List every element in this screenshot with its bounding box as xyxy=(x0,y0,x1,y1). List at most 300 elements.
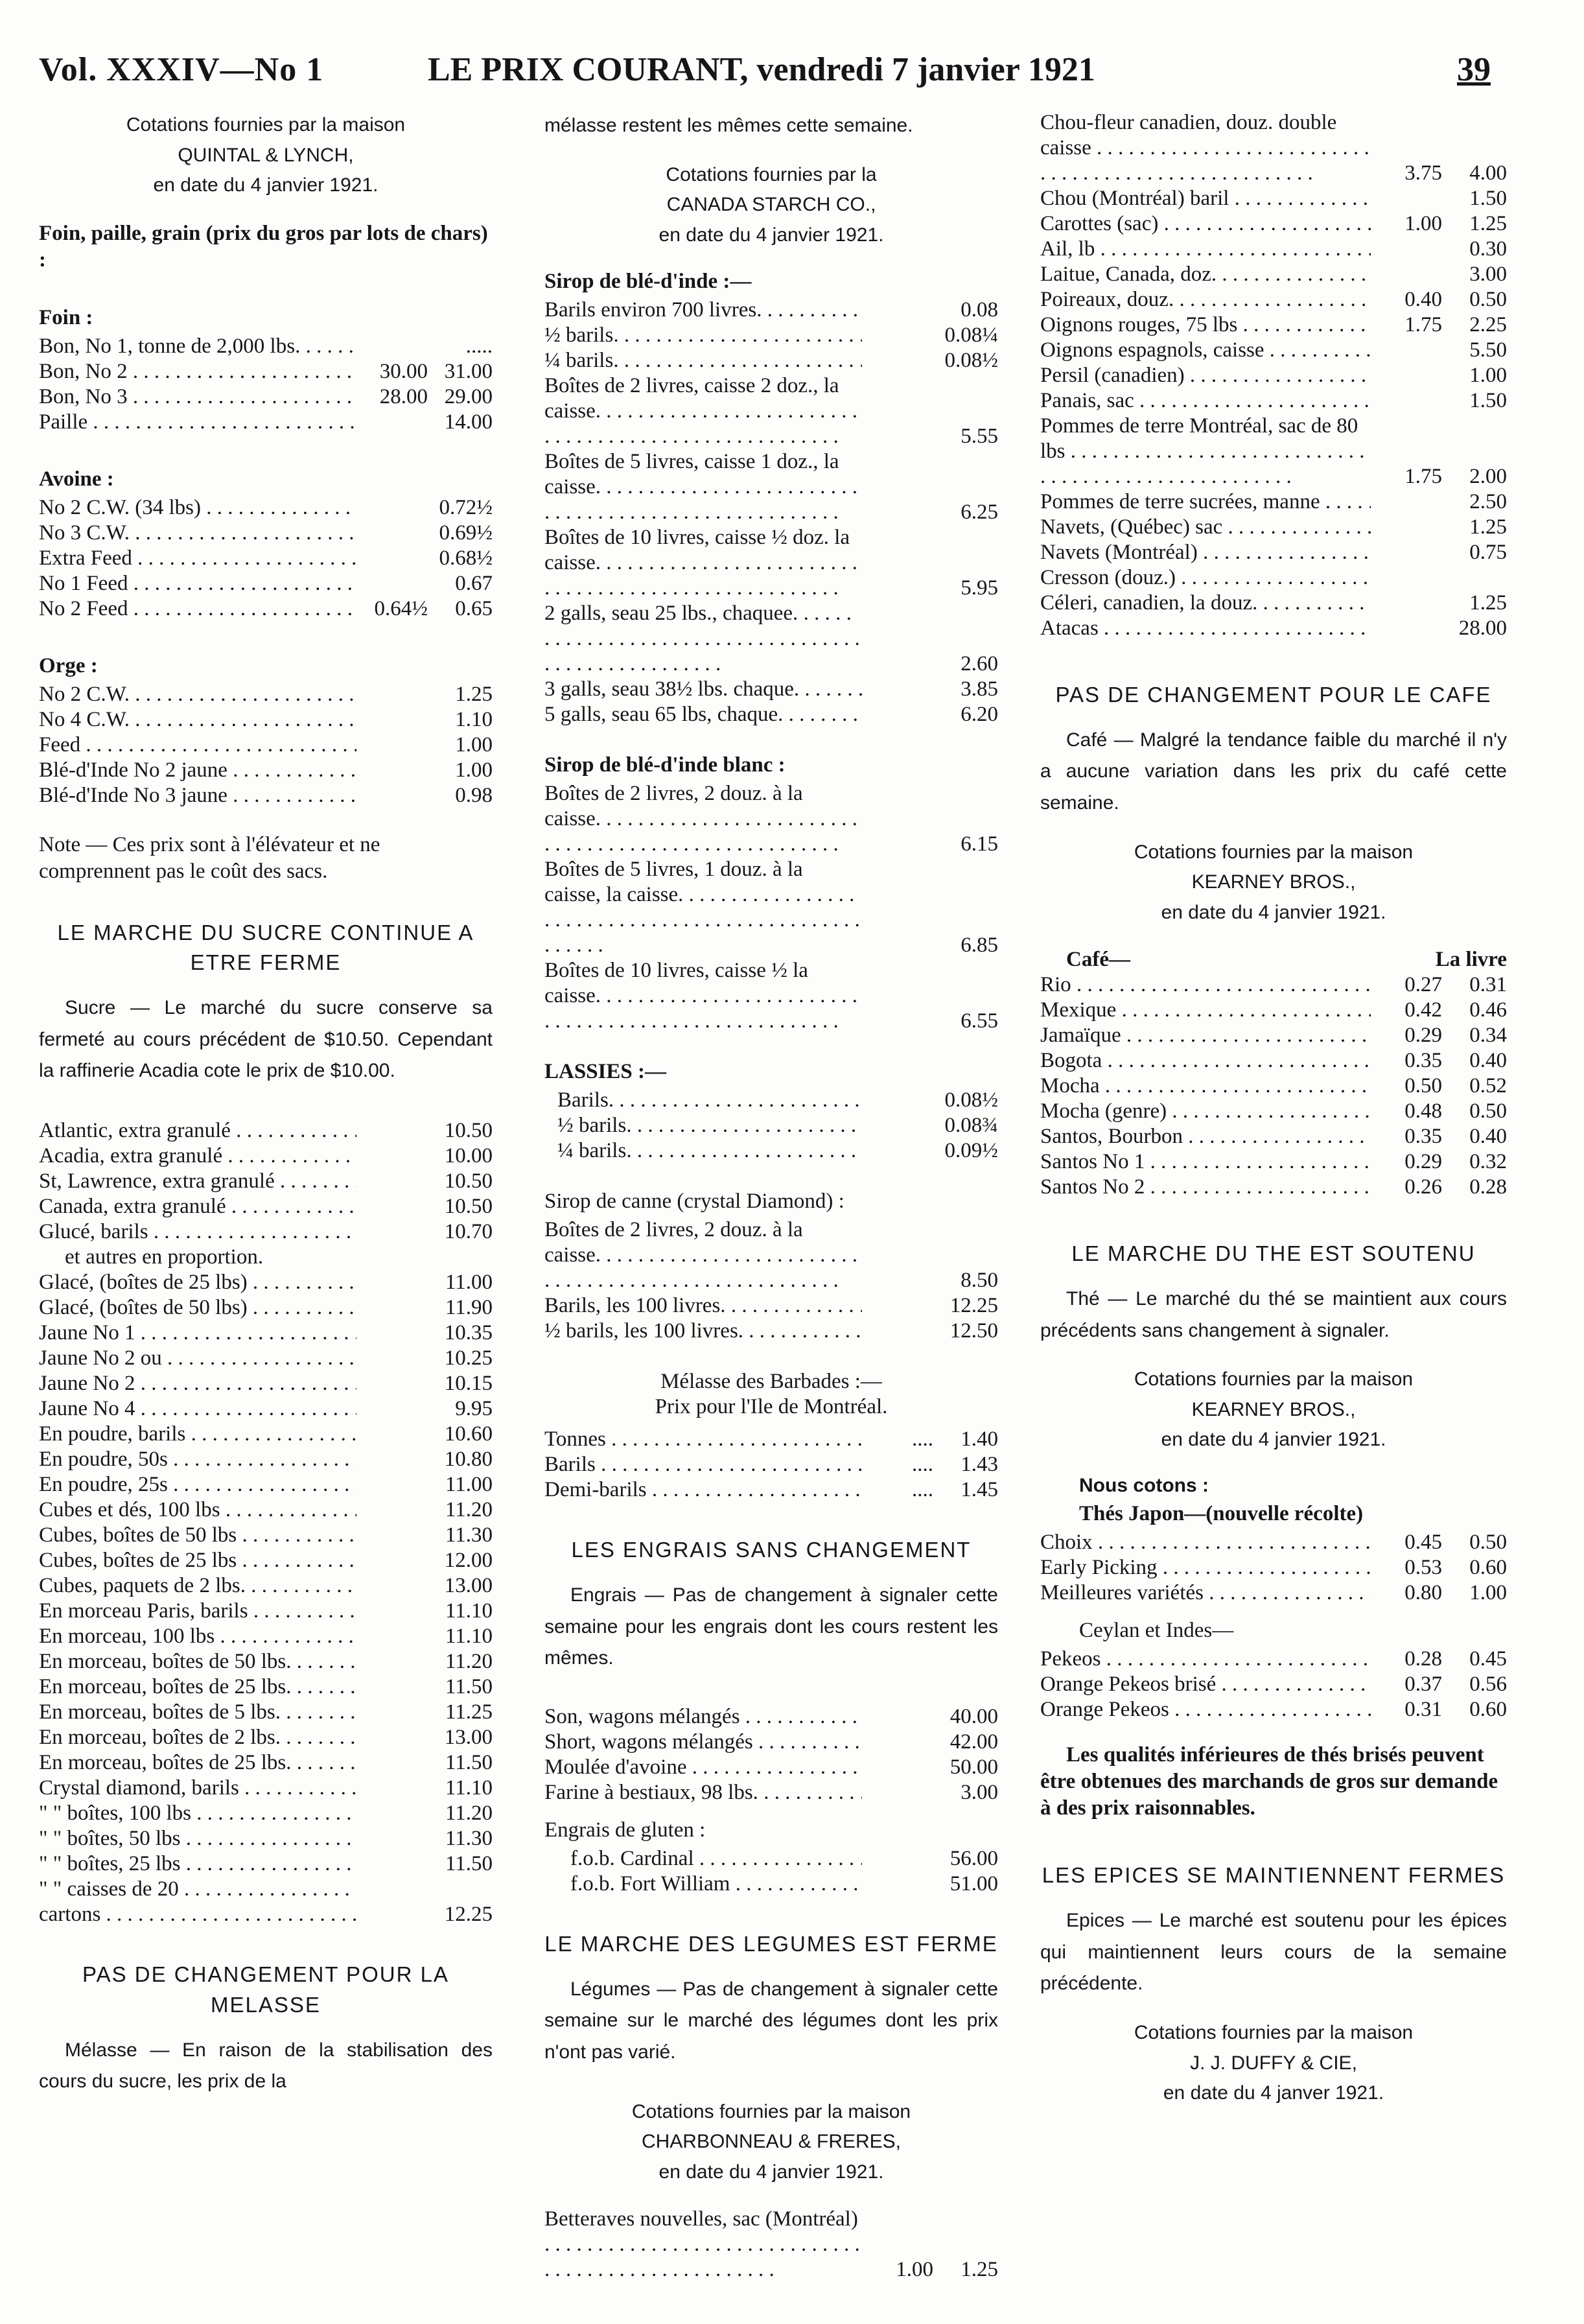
attribution-line: Cotations fournies par la maison xyxy=(1134,2022,1414,2044)
attribution-line: Cotations fournies par la xyxy=(666,163,877,185)
item-label: Jaune No 1 . . . xyxy=(39,1320,356,1346)
price-high: 3.00 xyxy=(1469,263,1507,286)
price-low: 1.75 xyxy=(1404,465,1442,488)
price-row xyxy=(570,1872,998,1897)
price-high: 5.50 xyxy=(1469,338,1507,362)
price-low: 0.29 xyxy=(1404,1024,1442,1048)
price-low xyxy=(356,495,428,521)
price-high: 31.00 xyxy=(444,360,493,383)
price-high: 0.50 xyxy=(1469,1530,1507,1554)
item-label: No 2 C.W. (34 lbs) . . . xyxy=(39,495,356,521)
price-low xyxy=(356,1851,428,1877)
price-high: 9.95 xyxy=(455,1397,493,1420)
price-low xyxy=(356,1144,428,1169)
price-high: 6.85 xyxy=(961,933,998,957)
page-header xyxy=(39,51,1491,96)
attribution-company: KEARNEY BROS., xyxy=(1191,871,1356,893)
item-label: Demi-barils . . . xyxy=(544,1477,862,1503)
epices-paragraph: Epices — Le marché est soutenu pour les épices qui maintiennent leurs cours de la semaine précédente. xyxy=(1040,1910,1507,1995)
price-high: 0.69½ xyxy=(439,521,493,545)
melasse-heading: PAS DE CHANGEMENT POUR LA MELASSE xyxy=(82,1962,449,2017)
orge-note: Note — Ces prix sont à l'élévateur et ne comprennent pas le coût des sacs. xyxy=(39,833,380,884)
price-high: 14.00 xyxy=(444,410,493,434)
price-row xyxy=(39,1624,493,1649)
attribution-company: J. J. DUFFY & CIE, xyxy=(1190,2052,1357,2074)
item-label: " " boîtes, 50 lbs . . . xyxy=(39,1826,356,1851)
item-label: Crystal diamond, barils . . . xyxy=(39,1776,356,1801)
price-high: 0.52 xyxy=(1469,1074,1507,1098)
price-row xyxy=(1040,1048,1507,1074)
price-high: 0.50 xyxy=(1469,288,1507,311)
price-row xyxy=(1040,1697,1507,1722)
item-label: Santos No 1 . . . xyxy=(1040,1149,1371,1175)
price-low xyxy=(356,1118,428,1144)
price-low xyxy=(356,733,428,758)
item-label: Bon, No 2 . . . xyxy=(39,359,356,384)
price-low: 0.40 xyxy=(1404,288,1442,311)
price-high: 11.00 xyxy=(445,1473,493,1496)
price-row xyxy=(544,298,998,323)
price-row xyxy=(39,1548,493,1573)
item-label: Pommes de terre Montréal, sac de 80 lbs . . . xyxy=(1040,414,1371,489)
price-high: 1.00 xyxy=(455,758,493,782)
item-label: Persil (canadien) . . . xyxy=(1040,363,1371,388)
sucre-proportion: et autres en proportion. xyxy=(65,1245,264,1269)
attribution-line: Cotations fournies par la maison xyxy=(631,2100,911,2122)
price-high: 0.08½ xyxy=(944,1088,998,1112)
sirop-blanc-list xyxy=(544,781,998,1034)
item-label: Panais, sac . . . xyxy=(1040,388,1371,414)
price-low xyxy=(356,758,428,783)
price-low xyxy=(356,1674,428,1700)
price-high: ..... xyxy=(465,335,493,358)
item-label: Santos No 2 . . . xyxy=(1040,1175,1371,1200)
item-label: Navets (Montréal) . . . xyxy=(1040,540,1371,565)
price-row xyxy=(1040,1099,1507,1124)
item-label: " " boîtes, 100 lbs . . . xyxy=(39,1801,356,1826)
price-low xyxy=(1371,186,1442,211)
cafe-column-label: Café— xyxy=(1066,948,1130,972)
price-row xyxy=(557,1088,998,1113)
price-row xyxy=(1040,1672,1507,1697)
price-row xyxy=(570,1846,998,1872)
price-high: 1.25 xyxy=(1469,515,1507,539)
item-label: Atlantic, extra granulé . . . xyxy=(39,1118,356,1144)
foin-list xyxy=(39,334,493,435)
item-label: f.o.b. Cardinal . . . xyxy=(570,1846,862,1872)
price-high: 11.20 xyxy=(445,1650,493,1673)
legumes-list xyxy=(1040,110,1507,641)
price-high: 0.08¼ xyxy=(944,323,998,347)
price-low: 0.53 xyxy=(1404,1555,1442,1579)
price-row xyxy=(39,495,493,521)
price-low xyxy=(356,1877,428,1902)
betteraves-label: Betteraves nouvelles, sac (Montréal) . . . xyxy=(544,2207,862,2283)
ceylan-list xyxy=(1040,1647,1507,1722)
price-high: 11.10 xyxy=(445,1625,493,1648)
item-label: Orange Pekeos . . . xyxy=(1040,1697,1371,1722)
price-low: .... xyxy=(912,1427,933,1451)
price-high: 2.60 xyxy=(961,652,998,676)
price-high: 11.30 xyxy=(445,1523,493,1547)
price-low xyxy=(356,1472,428,1497)
price-high: 10.00 xyxy=(444,1144,493,1168)
item-label: Barils . . . xyxy=(544,1452,862,1477)
gluten-list xyxy=(544,1846,998,1897)
sirop-blanc-title: Sirop de blé-d'inde blanc : xyxy=(544,753,786,777)
price-high: 10.35 xyxy=(444,1321,493,1344)
item-label: 3 galls, seau 38½ lbs. chaque. . . . xyxy=(544,677,862,702)
price-row xyxy=(1040,1530,1507,1555)
item-label: Chou (Montréal) baril . . . xyxy=(1040,186,1371,211)
price-row xyxy=(39,1826,493,1851)
sirop-title: Sirop de blé-d'inde :— xyxy=(544,270,752,294)
item-label: St, Lawrence, extra granulé . . . xyxy=(39,1169,356,1194)
price-high: 0.72½ xyxy=(439,496,493,519)
price-low xyxy=(356,1270,428,1295)
price-high: 0.60 xyxy=(1469,1697,1507,1721)
cafe-unit-label: La livre xyxy=(1435,948,1507,972)
attribution-canada-starch xyxy=(544,160,998,251)
japon-list xyxy=(1040,1530,1507,1606)
price-high xyxy=(1442,565,1507,591)
item-label: Jaune No 4 . . . xyxy=(39,1396,356,1422)
price-row xyxy=(39,1497,493,1523)
price-high: 11.30 xyxy=(445,1827,493,1850)
price-low xyxy=(1371,489,1442,515)
item-label: Boîtes de 5 livres, caisse 1 doz., la caisse. . . . xyxy=(544,449,862,525)
price-high: 1.00 xyxy=(1469,364,1507,387)
price-high: 12.25 xyxy=(444,1903,493,1926)
price-row xyxy=(544,348,998,373)
price-low xyxy=(862,1780,933,1805)
price-row xyxy=(39,1851,493,1877)
item-label: Laitue, Canada, doz. . . . xyxy=(1040,262,1371,287)
price-low xyxy=(862,1113,933,1138)
betteraves-price-low: 1.00 xyxy=(896,2258,933,2282)
item-label: Jaune No 2 . . . xyxy=(39,1371,356,1396)
item-label: Mocha . . . xyxy=(1040,1074,1371,1099)
price-low xyxy=(356,1346,428,1371)
item-label: ½ barils. . . . xyxy=(557,1113,862,1138)
price-row xyxy=(1040,1555,1507,1580)
item-label: 5 galls, seau 65 lbs, chaque. . . . xyxy=(544,702,862,727)
item-label: Mexique . . . xyxy=(1040,998,1371,1023)
price-high: 0.30 xyxy=(1469,237,1507,261)
price-high xyxy=(428,1877,493,1902)
sirop-list xyxy=(544,298,998,727)
price-low xyxy=(356,1624,428,1649)
price-low xyxy=(356,707,428,733)
item-label: Cubes, paquets de 2 lbs. . . . xyxy=(39,1573,356,1599)
price-low xyxy=(356,783,428,808)
price-low xyxy=(862,1704,933,1730)
price-high: 3.00 xyxy=(961,1780,998,1804)
price-low: 0.35 xyxy=(1404,1049,1442,1073)
item-label: Tonnes . . . xyxy=(544,1427,862,1452)
price-low xyxy=(356,1295,428,1320)
price-high: 40.00 xyxy=(949,1704,998,1728)
item-label: Cubes, boîtes de 50 lbs . . . xyxy=(39,1523,356,1548)
item-label: Short, wagons mélangés . . . xyxy=(544,1730,862,1755)
price-high: 13.00 xyxy=(444,1574,493,1597)
attribution-quintal xyxy=(39,110,493,201)
item-label: En morceau, boîtes de 50 lbs. . . . xyxy=(39,1649,356,1674)
price-row xyxy=(39,707,493,733)
price-low xyxy=(1371,565,1442,591)
price-row xyxy=(39,521,493,546)
price-low xyxy=(356,1573,428,1599)
price-row xyxy=(39,1649,493,1674)
item-label: ½ barils, les 100 livres. . . . xyxy=(544,1319,862,1344)
item-label: Bon, No 3 . . . xyxy=(39,384,356,410)
item-label: Carottes (sac) . . . xyxy=(1040,211,1371,237)
price-high: 12.00 xyxy=(444,1549,493,1572)
price-high: 0.98 xyxy=(455,784,493,807)
newspaper-title: LE PRIX COURANT, vendredi 7 janvier 1921 xyxy=(428,51,1095,88)
price-high: 4.00 xyxy=(1469,161,1507,185)
price-high: 12.50 xyxy=(949,1319,998,1343)
price-high: 10.50 xyxy=(444,1119,493,1142)
item-label: Orange Pekeos brisé . . . xyxy=(1040,1672,1371,1697)
price-low: 1.00 xyxy=(1404,212,1442,235)
sucre-heading: LE MARCHE DU SUCRE CONTINUE A ETRE FERME xyxy=(57,920,474,975)
attribution-company: KEARNEY BROS., xyxy=(1191,1398,1356,1420)
price-low: 0.35 xyxy=(1404,1125,1442,1149)
item-label: Acadia, extra granulé . . . xyxy=(39,1144,356,1169)
price-low xyxy=(356,334,428,359)
item-label: No 3 C.W. . . . xyxy=(39,521,356,546)
price-high: 11.10 xyxy=(445,1599,493,1623)
price-row xyxy=(1040,565,1507,591)
price-row xyxy=(1040,186,1507,211)
price-low xyxy=(356,1422,428,1447)
price-row xyxy=(1040,1580,1507,1606)
price-low: 1.75 xyxy=(1404,313,1442,336)
price-low xyxy=(356,1371,428,1396)
price-high: 42.00 xyxy=(949,1730,998,1754)
price-low xyxy=(862,1088,933,1113)
price-low: 0.26 xyxy=(1404,1175,1442,1199)
price-low xyxy=(356,1599,428,1624)
item-label: Poireaux, douz. . . . xyxy=(1040,287,1371,312)
price-row xyxy=(39,758,493,783)
item-label: Bon, No 1, tonne de 2,000 lbs. . . . xyxy=(39,334,356,359)
avoine-list xyxy=(39,495,493,622)
item-label: Feed . . . xyxy=(39,733,356,758)
price-high: 56.00 xyxy=(949,1846,998,1870)
engrais-heading: LES ENGRAIS SANS CHANGEMENT xyxy=(571,1538,972,1562)
attribution-kearney-2 xyxy=(1040,1365,1507,1455)
price-row xyxy=(557,1138,998,1164)
price-low: 0.42 xyxy=(1404,998,1442,1022)
item-label: Pekeos . . . xyxy=(1040,1647,1371,1672)
price-row xyxy=(544,449,998,525)
canne-list xyxy=(544,1217,998,1344)
price-high: 0.75 xyxy=(1469,541,1507,564)
price-low xyxy=(1371,363,1442,388)
price-row xyxy=(39,1396,493,1422)
price-row xyxy=(1040,616,1507,641)
attribution-company: CHARBONNEAU & FRERES, xyxy=(641,2131,902,2153)
price-low: .... xyxy=(912,1478,933,1502)
attribution-charbonneau xyxy=(544,2097,998,2188)
price-row xyxy=(1040,1074,1507,1099)
price-high: 6.20 xyxy=(961,703,998,727)
price-low xyxy=(862,323,933,348)
price-low xyxy=(356,571,428,596)
item-label: Boîtes de 10 livres, caisse ½ la caisse. . . . xyxy=(544,958,862,1034)
item-label: Boîtes de 2 livres, 2 douz. à la caisse. . . . xyxy=(544,781,862,857)
price-row xyxy=(39,1599,493,1624)
item-label: No 1 Feed . . . xyxy=(39,571,356,596)
barbades-subtitle: Prix pour l'Ile de Montréal. xyxy=(655,1395,888,1419)
item-label: En morceau, boîtes de 5 lbs. . . . xyxy=(39,1700,356,1725)
price-row xyxy=(39,1902,493,1927)
lassies-list xyxy=(544,1088,998,1164)
item-label: Boîtes de 10 livres, caisse ½ doz. la caisse. . . . xyxy=(544,525,862,601)
item-label: Cresson (douz.) . . . xyxy=(1040,565,1371,591)
price-row xyxy=(544,323,998,348)
gluten-title: Engrais de gluten : xyxy=(544,1818,706,1842)
price-row xyxy=(544,1755,998,1780)
volume-label: Vol. XXXIV—No 1 xyxy=(39,51,324,88)
price-high: 0.40 xyxy=(1469,1049,1507,1073)
price-row xyxy=(1040,489,1507,515)
price-high: 1.25 xyxy=(1469,591,1507,615)
price-low: 0.27 xyxy=(1404,973,1442,997)
price-row xyxy=(39,1725,493,1750)
price-low: .... xyxy=(912,1453,933,1477)
price-low: 0.45 xyxy=(1404,1530,1442,1554)
price-high: 0.68½ xyxy=(439,546,493,570)
price-row xyxy=(544,958,998,1034)
cafe-heading: PAS DE CHANGEMENT POUR LE CAFE xyxy=(1055,683,1492,707)
price-high: 0.09½ xyxy=(944,1139,998,1163)
price-low xyxy=(356,1649,428,1674)
price-high: 11.50 xyxy=(445,1675,493,1698)
betteraves-row xyxy=(544,2207,998,2283)
page-number: 39 xyxy=(1457,51,1491,88)
legumes-paragraph: Légumes — Pas de changement à signaler cette semaine sur le marché des légumes dont les prix n'ont pas varié. xyxy=(544,1978,998,2063)
price-row xyxy=(1040,338,1507,363)
item-label: Farine à bestiaux, 98 lbs. . . . xyxy=(544,1780,862,1805)
item-label: Paille . . . xyxy=(39,410,356,435)
price-high: 1.40 xyxy=(961,1427,998,1451)
price-low xyxy=(356,1902,428,1927)
item-label: Cubes et dés, 100 lbs . . . xyxy=(39,1497,356,1523)
price-high: 0.28 xyxy=(1469,1175,1507,1199)
price-low xyxy=(356,1548,428,1573)
item-label: Early Picking . . . xyxy=(1040,1555,1371,1580)
barbades-list xyxy=(544,1427,998,1503)
price-low xyxy=(356,1801,428,1826)
price-low xyxy=(356,1219,428,1245)
price-low xyxy=(862,1293,933,1319)
price-high: 11.10 xyxy=(445,1776,493,1800)
price-row xyxy=(1040,972,1507,998)
attribution-date: en date du 4 janvier 1921. xyxy=(1161,1429,1386,1451)
price-high: 12.25 xyxy=(949,1294,998,1318)
item-label: Atacas . . . xyxy=(1040,616,1371,641)
price-row xyxy=(1040,414,1507,489)
the-note: Les qualités inférieures de thés brisés peuvent être obtenues des marchands de gros sur demande à des prix raisonnables. xyxy=(1040,1743,1498,1820)
price-high: 0.08 xyxy=(961,298,998,322)
item-label: Pommes de terre sucrées, manne . . . xyxy=(1040,489,1371,515)
sucre-list-2 xyxy=(39,1270,493,1927)
item-label: cartons . . . xyxy=(39,1902,356,1927)
price-row xyxy=(544,1704,998,1730)
price-high: 0.08¾ xyxy=(944,1114,998,1138)
price-high: 0.65 xyxy=(455,597,493,620)
price-row xyxy=(39,384,493,410)
price-row xyxy=(544,781,998,857)
attribution-company: CANADA STARCH CO., xyxy=(666,194,876,216)
price-low xyxy=(356,1169,428,1194)
price-low xyxy=(1371,591,1442,616)
the-heading: LE MARCHE DU THE EST SOUTENU xyxy=(1071,1241,1476,1266)
price-low xyxy=(862,677,933,702)
price-row xyxy=(544,677,998,702)
price-high: 2.25 xyxy=(1469,313,1507,336)
price-high: 11.20 xyxy=(445,1802,493,1825)
price-low xyxy=(862,1319,933,1344)
price-row xyxy=(544,702,998,727)
item-label: No 2 Feed . . . xyxy=(39,596,356,622)
price-high: 6.25 xyxy=(961,500,998,524)
price-low xyxy=(862,1846,933,1872)
price-row xyxy=(544,1730,998,1755)
price-row xyxy=(39,1144,493,1169)
price-row xyxy=(39,1219,493,1245)
item-label: Bogota . . . xyxy=(1040,1048,1371,1074)
item-label: Boîtes de 2 livres, caisse 2 doz., la caisse. . . . xyxy=(544,373,862,449)
item-label: No 2 C.W. . . . xyxy=(39,682,356,707)
price-row xyxy=(39,410,493,435)
price-high: 11.50 xyxy=(445,1852,493,1875)
price-row xyxy=(1040,1023,1507,1048)
price-row xyxy=(39,1295,493,1320)
item-label: Céleri, canadien, la douz. . . . xyxy=(1040,591,1371,616)
price-low: 30.00 xyxy=(379,360,428,383)
price-row xyxy=(557,1113,998,1138)
price-row xyxy=(39,546,493,571)
sucre-paragraph: Sucre — Le marché du sucre conserve sa fermeté au cours précédent de $10.50. Cependant la raffinerie Acadia cote le prix de $10.00. xyxy=(39,997,493,1082)
legumes-heading: LE MARCHE DES LEGUMES EST FERME xyxy=(544,1931,998,1956)
price-row xyxy=(39,1118,493,1144)
price-row xyxy=(39,1447,493,1472)
foin-intro: Foin, paille, grain (prix du gros par lots de chars) : xyxy=(39,221,488,272)
cafe-header-row xyxy=(1040,947,1507,972)
item-label: En poudre, barils . . . xyxy=(39,1422,356,1447)
price-row xyxy=(544,1780,998,1805)
price-high: 2.50 xyxy=(1469,490,1507,513)
price-low xyxy=(356,1447,428,1472)
price-row xyxy=(39,1674,493,1700)
price-high: 0.45 xyxy=(1469,1647,1507,1671)
price-row xyxy=(544,1293,998,1319)
item-label: Ail, lb . . . xyxy=(1040,237,1371,262)
engrais-paragraph: Engrais — Pas de changement à signaler cette semaine pour les engrais dont les cours restent les mêmes. xyxy=(544,1584,998,1669)
price-high: 13.00 xyxy=(444,1726,493,1749)
price-high: 1.50 xyxy=(1469,187,1507,210)
item-label: Blé-d'Inde No 3 jaune . . . xyxy=(39,783,356,808)
price-low xyxy=(356,521,428,546)
item-label: Glacé, (boîtes de 50 lbs) . . . xyxy=(39,1295,356,1320)
japon-title: Thés Japon—(nouvelle récolte) xyxy=(1079,1501,1364,1525)
item-label: Moulée d'avoine . . . xyxy=(544,1755,862,1780)
price-row xyxy=(544,1319,998,1344)
